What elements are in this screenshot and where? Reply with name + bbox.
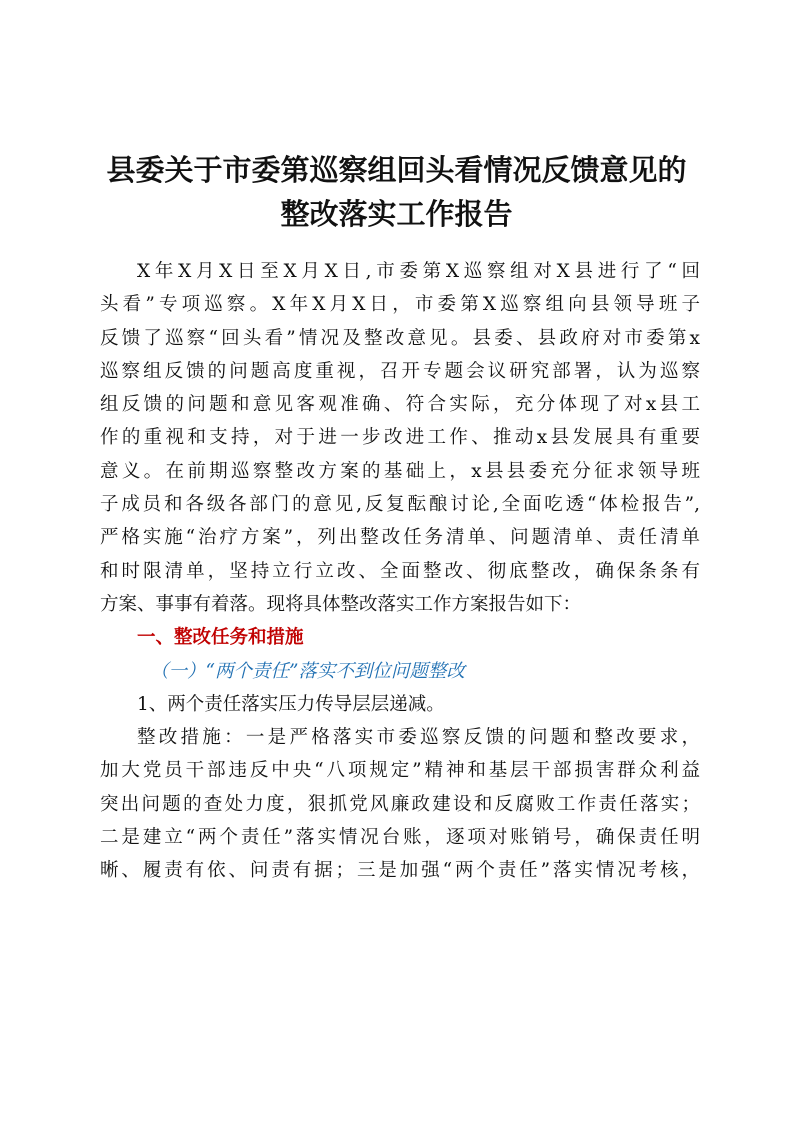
subsection-heading: （一）“两个责任”落实不到位问题整改 (150, 660, 465, 682)
intro-line: 头看”专项巡察。X年X月X日，市委第X巡察组向县领导班子 (100, 294, 700, 316)
section-heading: 一、整改任务和措施 (137, 627, 304, 649)
intro-line: 和时限清单，坚持立行立改、全面整改、彻底整改，确保条条有 (100, 560, 700, 582)
measures-line: 晰、履责有依、问责有据；三是加强“两个责任”落实情况考核， (100, 860, 700, 882)
measures-line: 二是建立“两个责任”落实情况台账，逐项对账销号，确保责任明 (100, 827, 700, 849)
measures-line: 加大党员干部违反中央“八项规定”精神和基层干部损害群众利益 (100, 760, 700, 782)
intro-line: 组反馈的问题和意见客观准确、符合实际，充分体现了对x县工 (100, 394, 700, 416)
intro-line: 方案、事事有着落。现将具体整改落实工作方案报告如下： (100, 593, 582, 615)
intro-line: 作的重视和支持，对于进一步改进工作、推动x县发展具有重要 (100, 427, 700, 449)
intro-line: 反馈了巡察“回头看”情况及整改意见。县委、县政府对市委第x (100, 327, 700, 349)
document-title-line-1: 县委关于市委第巡察组回头看情况反馈意见的 (106, 153, 687, 187)
intro-line: X年X月X日至X月X日,市委第X巡察组对X县进行了“回 (137, 261, 700, 282)
intro-line: 严格实施“治疗方案”，列出整改任务清单、问题清单、责任清单 (100, 527, 700, 549)
measures-line: 整改措施：一是严格落实市委巡察反馈的问题和整改要求， (137, 727, 700, 749)
item-heading: 1、两个责任落实压力传导层层递减。 (137, 693, 445, 715)
intro-line: 巡察组反馈的问题高度重视，召开专题会议研究部署，认为巡察 (100, 360, 700, 382)
intro-line: 意义。在前期巡察整改方案的基础上，x县县委充分征求领导班 (100, 460, 700, 482)
document-title-line-2: 整改落实工作报告 (280, 197, 513, 231)
document-body (100, 255, 700, 888)
measures-line: 突出问题的查处力度，狠抓党风廉政建设和反腐败工作责任落实； (100, 793, 700, 815)
intro-line: 子成员和各级各部门的意见,反复酝酿讨论,全面吃透“体检报告”, (100, 494, 700, 516)
